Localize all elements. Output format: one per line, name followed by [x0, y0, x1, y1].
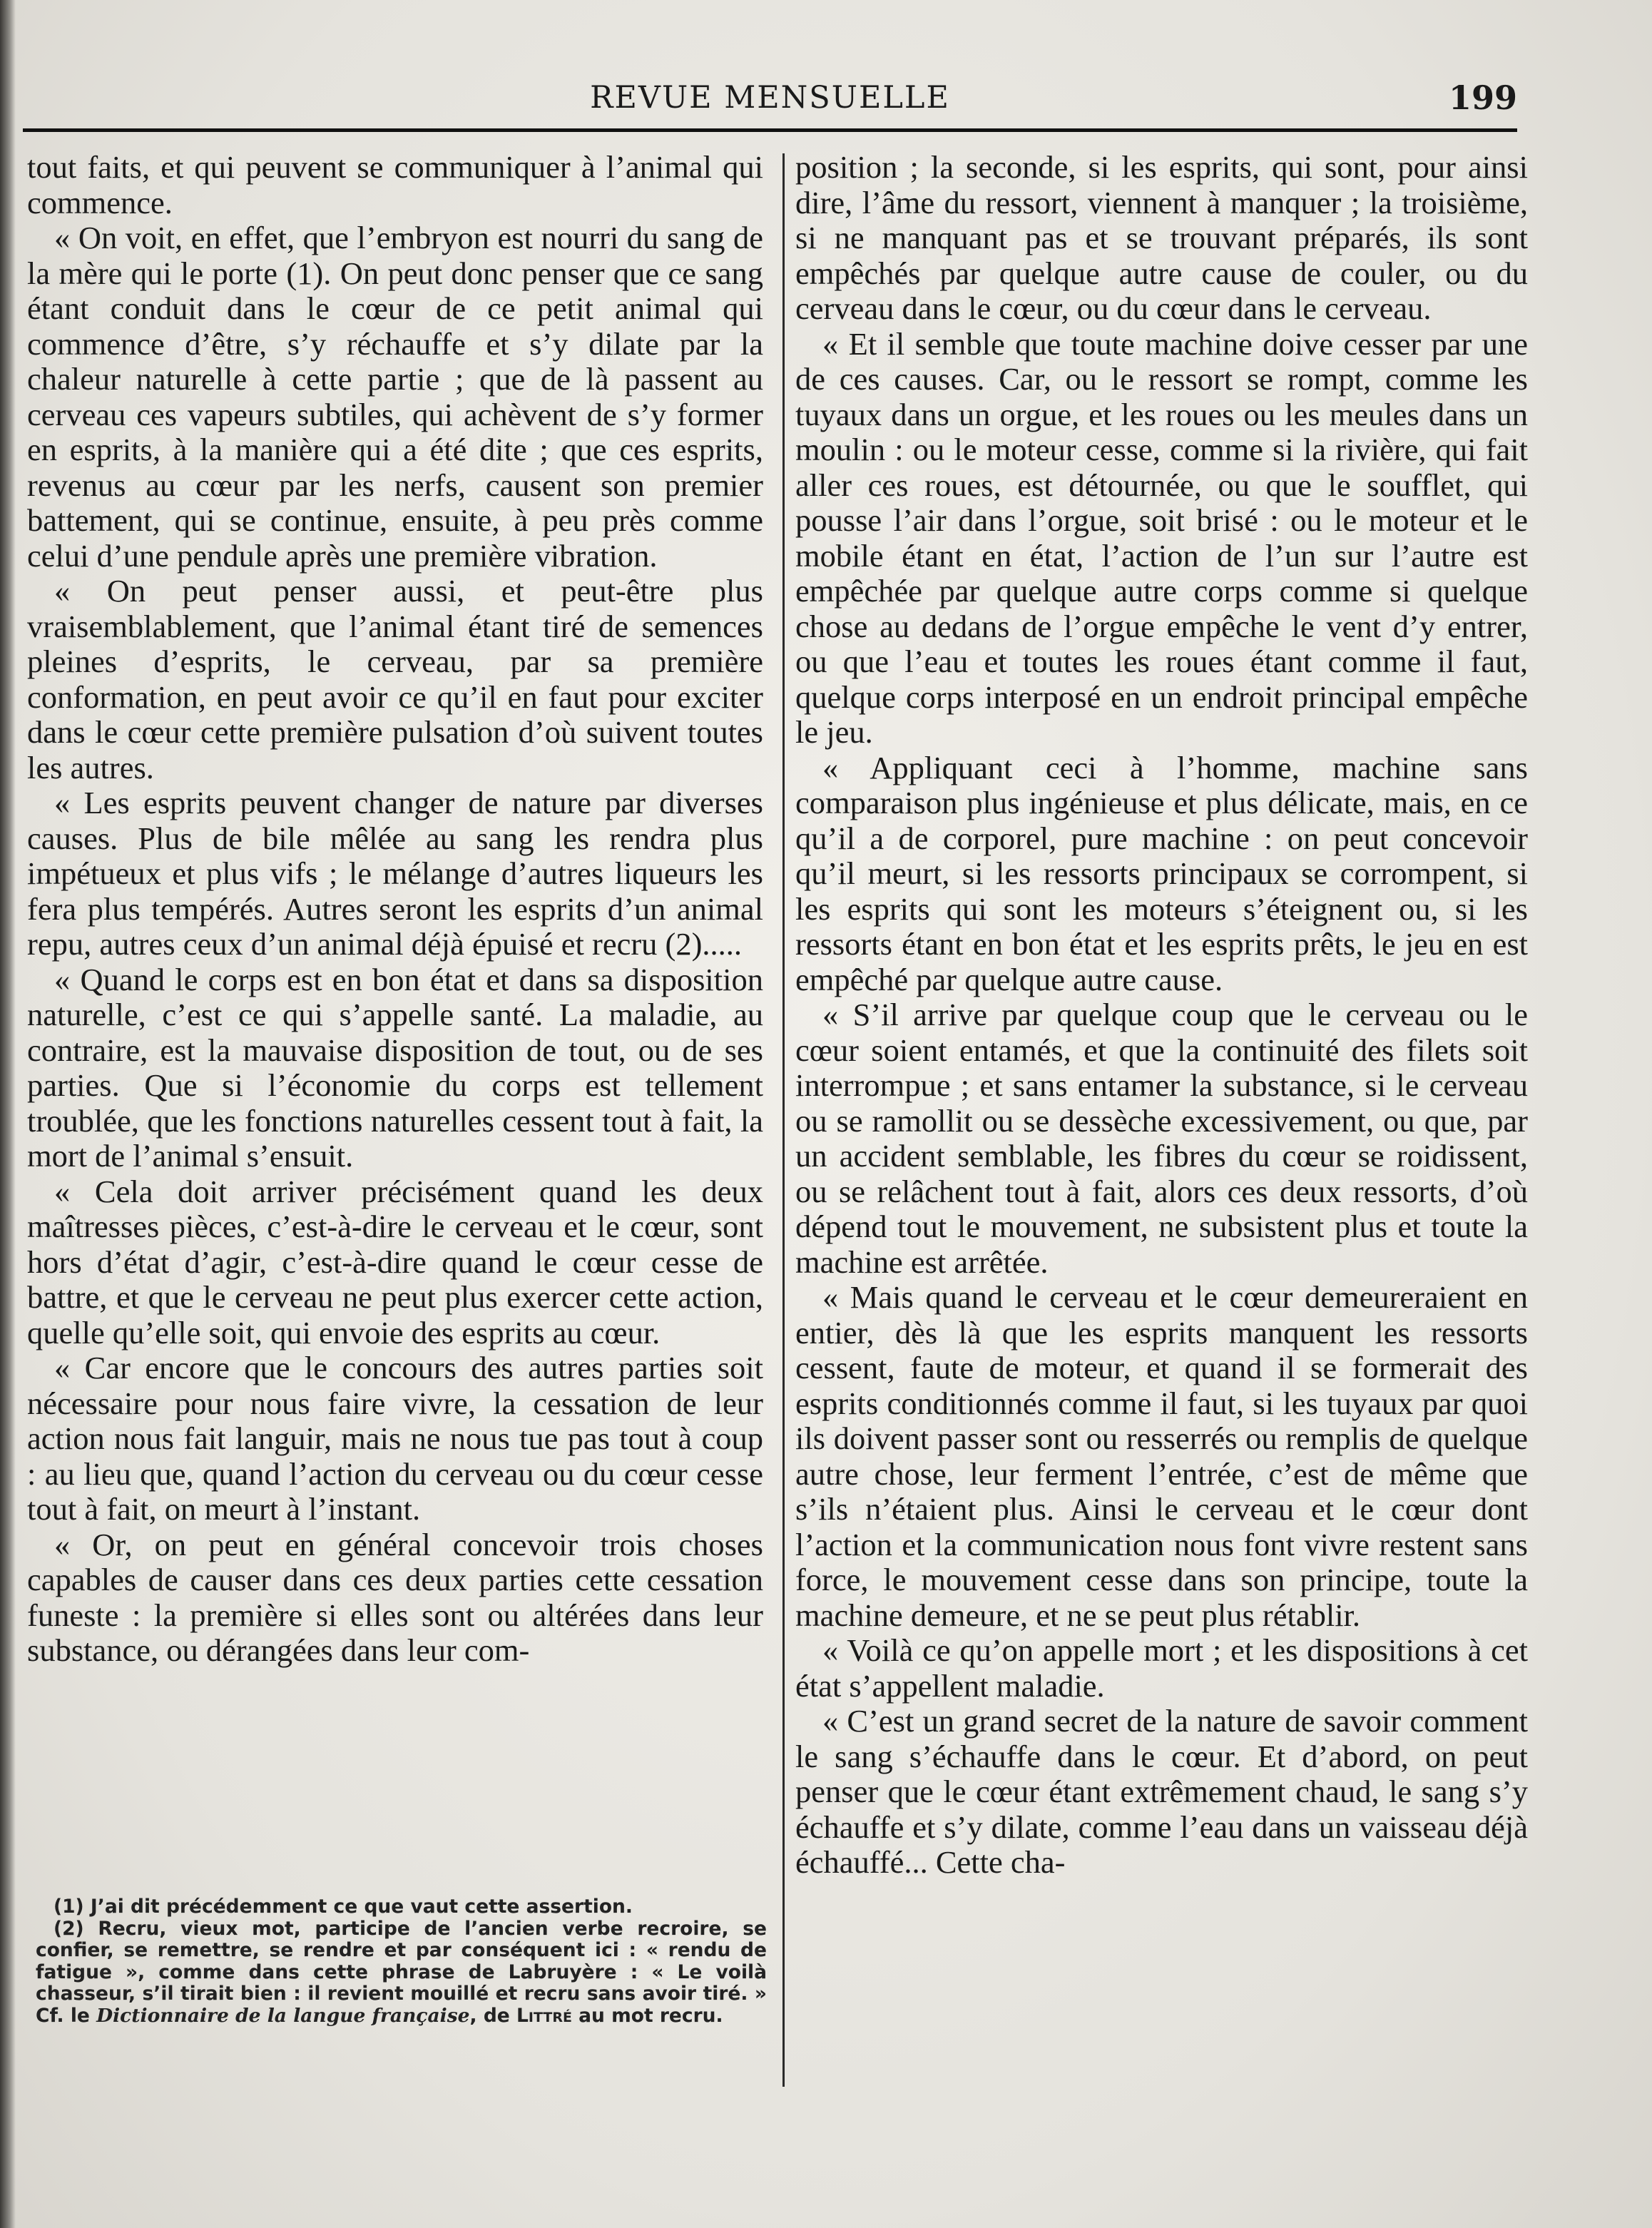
paragraph: « Or, on peut en général concevoir trois choses capables de causer dans ces deux parties cette cessation funeste : la première si elles sont ou altérées dans leur substance, ou dérangées dans leur com- — [27, 1526, 763, 1668]
page-number: 199 — [1448, 78, 1517, 117]
header-rule — [23, 128, 1517, 132]
dictionary-title: Dictionnaire de la langue française — [96, 2004, 470, 2027]
page-header — [23, 71, 1517, 128]
footnote-1: (1) J’ai dit précédemment ce que vaut cette assertion. — [53, 1896, 633, 1918]
right-column — [795, 150, 1528, 1881]
paragraph: « S’il arrive par quelque coup que le cerveau ou le cœur soient entamés, et que la continuité des filets soit interrompue ; et sans entamer la substance, si le cerveau ou se ramollit ou se dessèche excessivement, ou que, par un accident semblable, les fibres du cœur se roidissent, ou se relâchent tout à fait, alors ces deux ressorts, d’où dépend tout le mouvement, ne subsistent plus et toute la machine est arrêtée. — [795, 997, 1528, 1280]
paragraph: « Quand le corps est en bon état et dans sa disposition naturelle, c’est ce qui s’appelle santé. La maladie, au contraire, est la mauvaise disposition de tout, ou de ses parties. Que si l’économie du corps est tellement troublée, que les fonctions naturelles cessent tout à fait, la mort de l’animal s’ensuit. — [27, 961, 763, 1174]
paragraph: « On voit, en effet, que l’embryon est nourri du sang de la mère qui le porte (1). On peut donc penser que ce sang étant conduit dans le cœur de ce petit animal qui commence d’être, s’y réchauffe et s’y dilate par la chaleur naturelle à cette partie ; que de là passent au cerveau ces vapeurs subtiles, qui achèvent de s’y former en esprits, à la manière qui a été dite ; que ces esprits, revenus au cœur par les nerfs, causent son premier battement, qui se continue, ensuite, à peu près comme celui d’une pendule après une première vibration. — [27, 220, 763, 574]
binding-shadow — [0, 0, 16, 2228]
left-column — [27, 150, 763, 1669]
author-name: Littré — [516, 2004, 572, 2027]
paragraph: « On peut penser aussi, et peut-être plus vraisemblablement, que l’animal étant tiré de semences pleines d’esprits, le cerveau, par sa première conformation, en peut avoir ce qu’il en faut pour exciter dans le cœur cette première pulsation d’où suivent toutes les autres. — [27, 573, 763, 785]
footnote-2-text: au mot recru. — [578, 2004, 723, 2027]
paragraph: tout faits, et qui peuvent se communiquer à l’animal qui commence. — [27, 149, 763, 220]
footnote-2-text: , de — [469, 2004, 510, 2027]
running-title: REVUE MENSUELLE — [590, 80, 950, 116]
paragraph: « Car encore que le concours des autres parties soit nécessaire pour nous faire vivre, la cessation de leur action nous fait languir, mais ne nous tue pas tout à coup : au lieu que, quand l’action du cerveau ou du cœur cesse tout à fait, on meurt à l’instant. — [27, 1350, 763, 1527]
footnotes — [36, 1896, 767, 2027]
footnote-2 — [36, 1918, 767, 2028]
paragraph: « Mais quand le cerveau et le cœur demeureraient en entier, dès là que les esprits manquent les ressorts cessent, faute de moteur, et quand il se formerait des esprits conditionnés comme il faut, si les tuyaux par quoi ils doivent passer sont ou resserrés ou remplis de quelque autre chose, leur ferment l’entrée, c’est de même que s’ils n’étaient plus. Ainsi le cerveau et le cœur dont l’action et la communication nous font vivre restent sans force, le mouvement cesse dans son principe, toute la machine demeure, et ne se peut plus rétablir. — [795, 1279, 1528, 1633]
paragraph: « Les esprits peuvent changer de nature par diverses causes. Plus de bile mêlée au sang les rendra plus impétueux et plus vifs ; le mélange d’autres liqueurs les fera plus tempérés. Autres seront les esprits d’un animal repu, autres ceux d’un animal déjà épuisé et recru (2)..... — [27, 785, 763, 962]
paragraph: « Appliquant ceci à l’homme, machine sans comparaison plus ingénieuse et plus délicate, mais, en ce qu’il a de corporel, pure machine : on peut concevoir qu’il meurt, si les ressorts principaux se corrompent, si les esprits qui sont les moteurs s’éteignent ou, si les ressorts étant en bon état et les esprits prêts, le jeu en est empêché par quelque autre cause. — [795, 749, 1528, 997]
paragraph: « Et il semble que toute machine doive cesser par une de ces causes. Car, ou le ressort se rompt, comme les tuyaux dans un orgue, et les roues ou les meules dans un moulin : ou le moteur cesse, comme si la rivière, qui fait aller ces roues, est détournée, ou que le soufflet, qui pousse l’air dans l’orgue, soit brisé : ou le moteur et le mobile étant en état, l’action de l’un sur l’autre est empêchée par quelque autre corps comme si quelque chose au dedans de l’orgue empêche le vent d’y entrer, ou que l’eau et toutes les roues étant comme il faut, quelque corps interposé en un endroit principal empêche le jeu. — [795, 325, 1528, 750]
paragraph: « Cela doit arriver précisément quand les deux maîtresses pièces, c’est-à-dire le cerveau et le cœur, sont hors d’état d’agir, c’est-à-dire quand le cœur cesse de battre, et que le cerveau ne peut plus exercer cette action, quelle qu’elle soit, qui envoie des esprits au cœur. — [27, 1173, 763, 1350]
paragraph: position ; la seconde, si les esprits, qui sont, pour ainsi dire, l’âme du ressort, viennent à manquer ; la troisième, si ne manquant pas et se trouvant préparés, ils sont empêchés par quelque autre cause de couler, ou du cerveau dans le cœur, ou du cœur dans le cerveau. — [795, 149, 1528, 326]
paragraph: « C’est un grand secret de la nature de savoir comment le sang s’échauffe dans le cœur. Et d’abord, on peut penser que le cœur étant extrêmement chaud, le sang s’y échauffe et s’y dilate, comme l’eau dans un vaisseau déjà échauffé... Cette cha- — [795, 1703, 1528, 1880]
footnote-2-text: (2) Recru, vieux mot, participe de l’ancien verbe recroire, se confier, se remettre, se rendre et par conséquent ici : « rendu de fatigue », comme dans cette phrase de Labruyère : « Le voilà chasseur, s’il tirait bien : il revient mouillé et recru sans avoir tiré. » Cf. le — [36, 1917, 767, 2027]
paragraph: « Voilà ce qu’on appelle mort ; et les dispositions à cet état s’appellent maladie. — [795, 1632, 1528, 1704]
column-divider — [782, 153, 785, 2087]
